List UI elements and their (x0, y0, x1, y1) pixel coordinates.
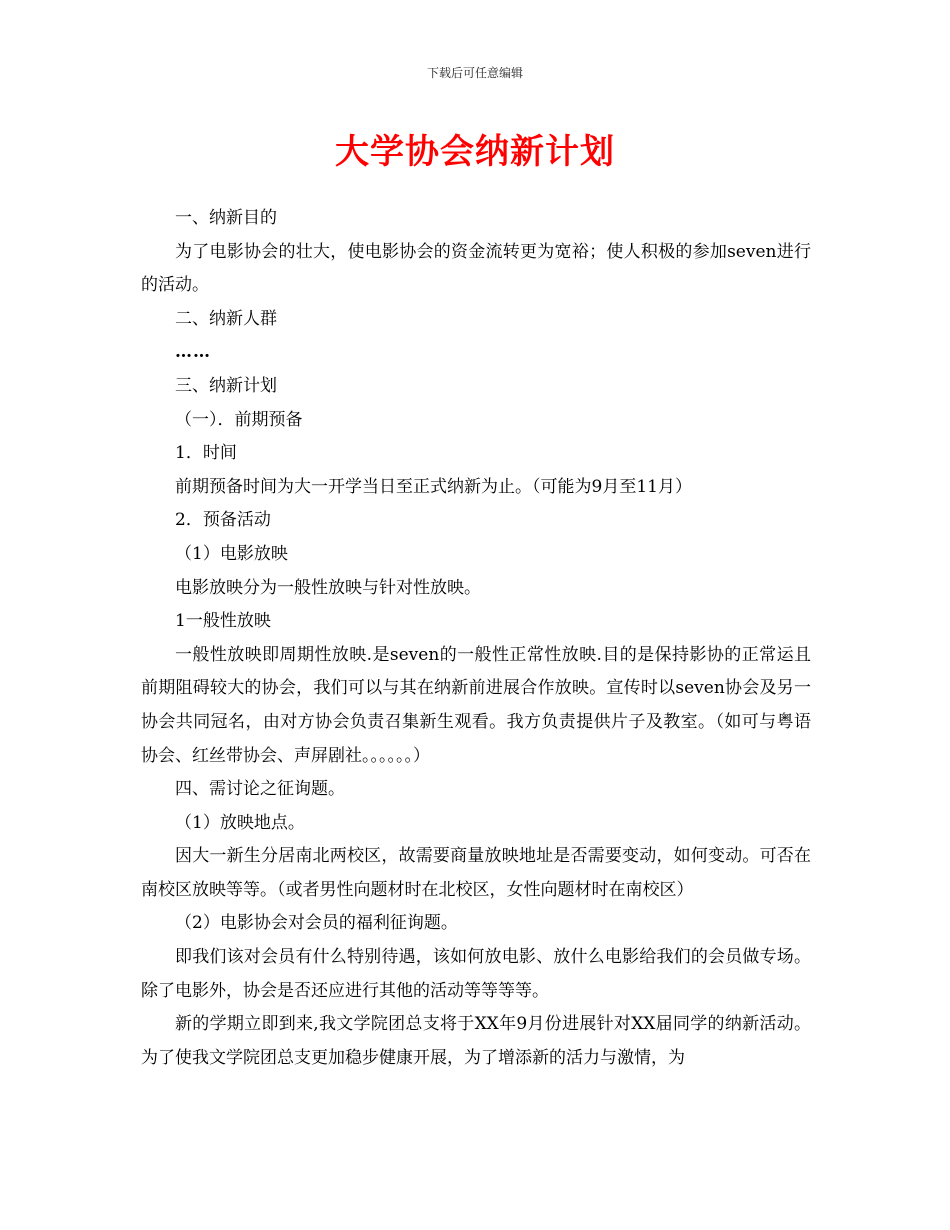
item-heading-benefits: （2）电影协会对会员的福利征询题。 (175, 913, 458, 934)
section-heading-purpose: 一、纳新目的 (175, 208, 277, 228)
item-heading-activities: 2．预备活动 (175, 510, 271, 531)
paragraph: 为了电影协会的壮大，使电影协会的资金流转更为宽裕；使人积极的参加seven进行的活动。 (141, 241, 811, 296)
paragraph: 即我们该对会员有什么特别待遇，该如何放电影、放什么电影给我们的会员做专场。除了电影外，协会是否还应进行其他的活动等等等等。 (141, 947, 811, 1001)
paragraph: 因大一新生分居南北两校区，故需要商量放映地址是否需要变动，如何变动。可否在南校区放映等等。（或者男性向题材时在北校区，女性向题材时在南校区） (141, 846, 811, 900)
item-heading-location: （1）放映地点。 (175, 812, 305, 833)
ellipsis: …… (175, 342, 211, 363)
paragraph: 电影放映分为一般性放映与针对性放映。 (175, 577, 481, 598)
paragraph: 一般性放映即周期性放映.是seven的一般性正常性放映.目的是保持影协的正常运且前期阻碍较大的协会，我们可以与其在纳新前进展合作放映。宣传时以seven协会及另一协会共同冠名，由对方协会负责召集新生观看。我方负责提供片子及教室。（如可与粤语协会、红丝带协会、声屏剧社。。。。。。） (141, 644, 811, 766)
paragraph: 新的学期立即到来,我文学院团总支将于XX年9月份进展针对XX届同学的纳新活动。为了使我文学院团总支更加稳步健康开展，为了增添新的活力与激情，为 (141, 1014, 811, 1068)
paragraph: 前期预备时间为大一开学当日至正式纳新为止。（可能为9月至11月） (175, 476, 692, 497)
subsection-heading: （一）．前期预备 (175, 409, 303, 430)
page-header-note: 下载后可任意编辑 (426, 66, 523, 80)
document-title: 大学协会纳新计划 (335, 132, 615, 172)
section-heading-audience: 二、纳新人群 (175, 308, 277, 329)
document-body (141, 202, 811, 1075)
section-heading-questions: 四、需讨论之征询题。 (175, 779, 345, 800)
item-heading-general-screening: 1一般性放映 (175, 611, 271, 632)
item-heading-screening: （1）电影放映 (175, 543, 288, 564)
section-heading-plan: 三、纳新计划 (175, 375, 277, 396)
item-heading-time: 1．时间 (175, 443, 237, 464)
